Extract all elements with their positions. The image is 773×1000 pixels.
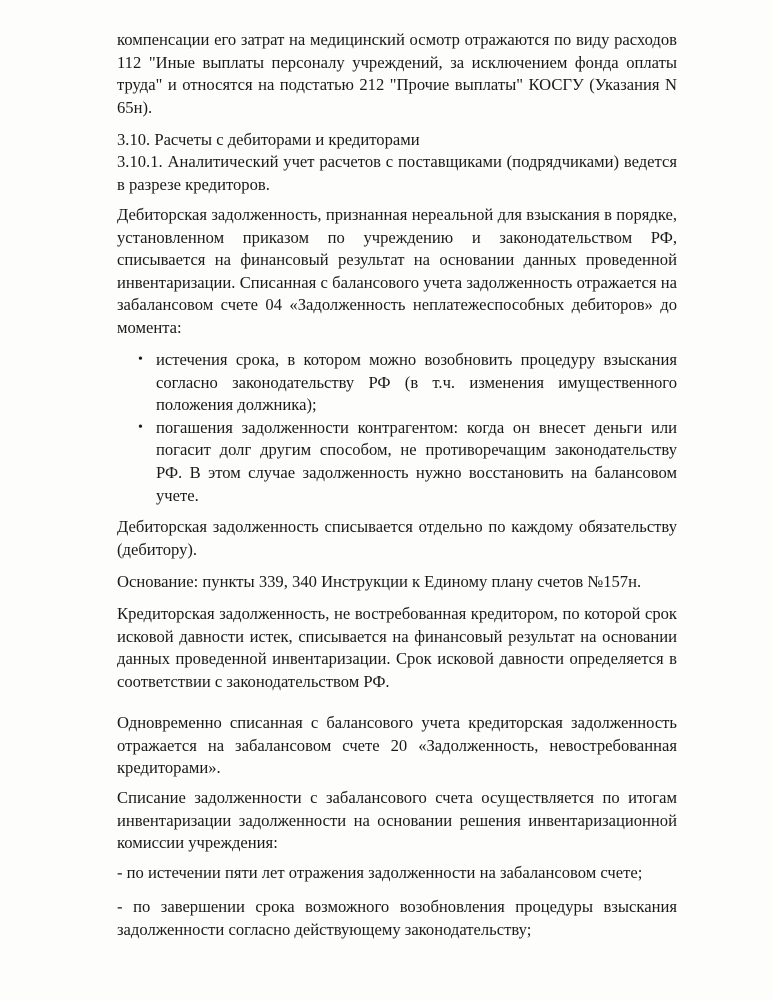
bullet-icon: • — [138, 352, 143, 367]
paragraph-expense-classification: компенсации его затрат на медицинский осмотр отражаются по виду расходов 112 "Иные выплаты персоналу учреждений, за исключением фонда оплаты труда" и относятся на подстатью 212 "Прочие выплаты" КОСГУ (Указания N 65н). — [117, 30, 677, 117]
paragraph-receivables-writeoff: Дебиторская задолженность, признанная нереальной для взыскания в порядке, установленном приказом по учреждению и законодательством РФ, списывается на финансовый результат на основании данных проведенной инвентаризации. Списанная с балансового учета задолженность отражается на забалансовом счете 04 «Задолженность неплатежеспособных дебиторов» до момента: — [117, 205, 677, 337]
paragraph-supplier-accounting: 3.10.1. Аналитический учет расчетов с поставщиками (подрядчиками) ведется в разрезе кредиторов. — [117, 152, 677, 194]
condition-recovery-term: - по завершении срока возможного возобновления процедуры взыскания задолженности согласно действующему законодательству; — [117, 897, 677, 939]
list-item-text: истечения срока, в котором можно возобновить процедуру взыскания согласно законодательству РФ (в т.ч. изменения имущественного положения должника); — [156, 350, 677, 415]
paragraph-offbalance-20: Одновременно списанная с балансового учета кредиторская задолженность отражается на забалансовом счете 20 «Задолженность, невостребованная кредиторами». — [117, 713, 677, 778]
bullet-icon: • — [138, 419, 143, 435]
condition-five-years: - по истечении пяти лет отражения задолженности на забалансовом счете; — [117, 863, 643, 882]
list-item-text: погашения задолженности контрагентом: когда он внесет деньги или погасит долг другим способом, не противоречащим законодательству РФ. В этом случае задолженность нужно восстановить на балансовом учете. — [156, 417, 677, 505]
paragraph-offbalance-writeoff: Списание задолженности с забалансового счета осуществляется по итогам инвентаризации задолженности на основании решения инвентаризационной комиссии учреждения: — [117, 788, 677, 853]
list-item — [117, 349, 677, 417]
list-item — [117, 417, 677, 507]
paragraph-per-obligation: Дебиторская задолженность списывается отдельно по каждому обязательству (дебитору). — [117, 517, 677, 559]
writeoff-conditions-list — [117, 349, 677, 507]
paragraph-payables-writeoff: Кредиторская задолженность, не востребованная кредитором, по которой срок исковой давности истек, списывается на финансовый результат на основании данных проведенной инвентаризации. Срок исковой давности определяется в соответствии с законодательством РФ. — [117, 604, 677, 691]
paragraph-legal-basis: Основание: пункты 339, 340 Инструкции к Единому плану счетов №157н. — [117, 572, 642, 591]
section-heading: 3.10. Расчеты с дебиторами и кредиторами — [117, 130, 420, 149]
